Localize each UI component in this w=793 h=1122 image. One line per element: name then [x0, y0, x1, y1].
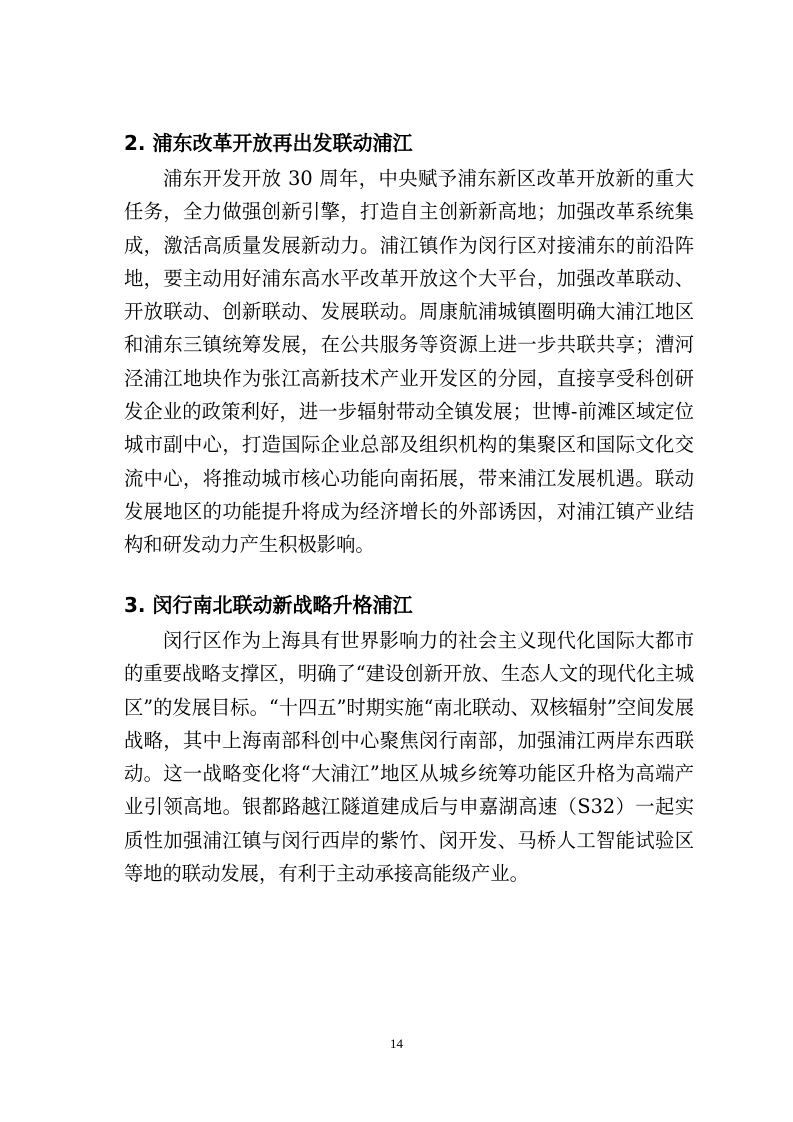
section-paragraph-2: 浦东开发开放 30 周年，中央赋予浦东新区改革开放新的重大任务，全力做强创新引擎，打造自主创新新高地；加强改革系统集成，激活高质量发展新动力。浦江镇作为闵行区对接浦东的前沿阵地，要主动用好浦东高水平改革开放这个大平台，加强改革联动、开放联动、创新联动、发展联动。周康航浦城镇圈明确大浦江地区和浦东三镇统筹发展，在公共服务等资源上进一步共联共享；漕河泾浦江地块作为张江高新技术产业开发区的分园，直接享受科创研发企业的政策利好，进一步辐射带动全镇发展；世博-前滩区域定位城市副中心，打造国际企业总部及组织机构的集聚区和国际文化交流中心，将推动城市核心功能向南拓展，带来浦江发展机遇。联动发展地区的功能提升将成为经济增长的外部诱因，对浦江镇产业结构和研发动力产生积极影响。	[124, 167, 694, 557]
section-heading-3: 3. 闵行南北联动新战略升格浦江	[124, 593, 413, 617]
section-heading-2: 2. 浦东改革开放再出发联动浦江	[124, 131, 413, 155]
page-number: 14	[390, 1036, 403, 1051]
section-paragraph-3: 闵行区作为上海具有世界影响力的社会主义现代化国际大都市的重要战略支撑区，明确了“建设创新开放、生态人文的现代化主城区”的发展目标。“十四五”时期实施“南北联动、双核辐射”空间发展战略，其中上海南部科创中心聚焦闵行南部，加强浦江两岸东西联动。这一战略变化将“大浦江”地区从城乡统筹功能区升格为高端产业引领高地。银都路越江隧道建成后与申嘉湖高速（S32）一起实质性加强浦江镇与闵行西岸的紫竹、闵开发、马桥人工智能试验区等地的联动发展，有利于主动承接高能级产业。	[124, 629, 694, 886]
